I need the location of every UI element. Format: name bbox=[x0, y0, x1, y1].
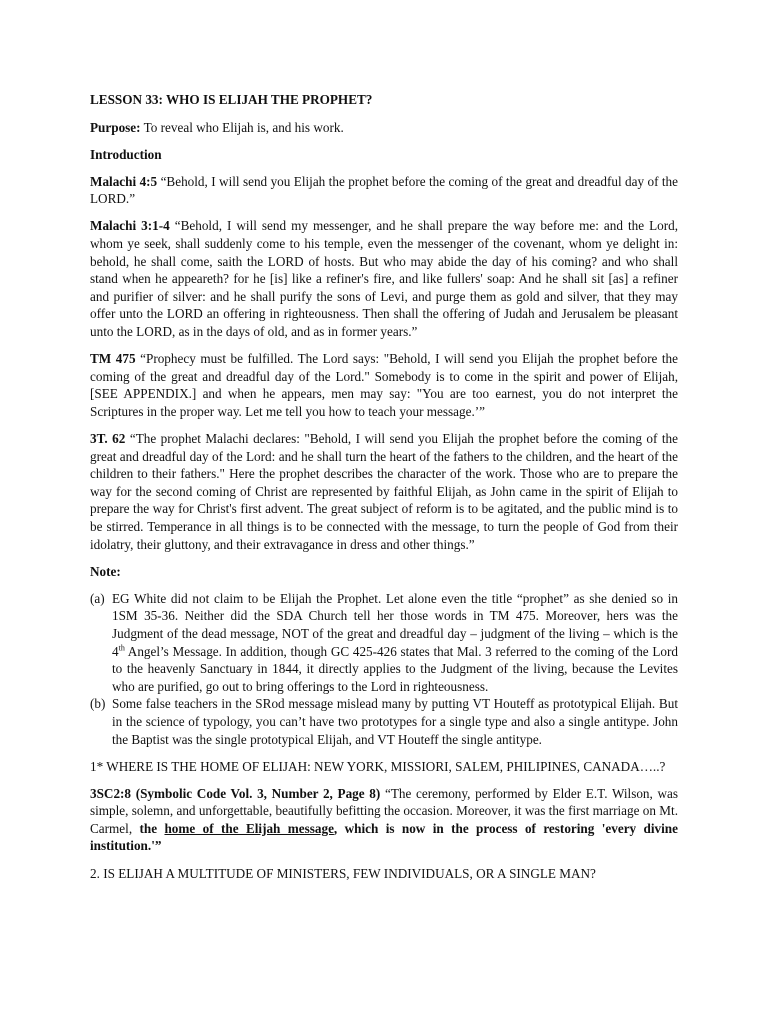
quote-text: “The ceremony, performed by Elder E.T. Wilson, was simple, solemn, and unforgettable, beautifully befitting the occasion. Moreover, it was the first marriage on Mt. Carmel, bbox=[90, 785, 679, 836]
passage-ref: 3T. 62 bbox=[90, 431, 126, 446]
passage-ref: TM 475 bbox=[90, 351, 136, 367]
note-item-b bbox=[90, 695, 678, 748]
note-label: (b) bbox=[90, 696, 106, 712]
passage-text: “Behold, I will send you Elijah the prophet before the coming of the great and dreadful day of the LORD.” bbox=[90, 173, 679, 207]
passage-malachi-4-5 bbox=[90, 173, 678, 208]
passage-text: “Behold, I will send my messenger, and he shall prepare the way before me: and the Lord, whom ye seek, shall suddenly come to his temple, even the messenger of the covenant, whom ye delight in: behold, he shall come, saith the LORD of hosts. But who may abide the day of his coming? and who shall stand when he appeareth? for he [is] like a refiner's fire, and like fullers' soap: And he shall sit [as] a refiner and purifier of silver: and he shall purify the sons of Levi, and purge them as gold and silver, that they may offer unto the LORD an offering in righteousness. Then shall the offering of Judah and Jerusalem be pleasant unto the LORD, as in the days of old, and as in former years.” bbox=[90, 218, 678, 340]
question-2: 2. IS ELIJAH A MULTITUDE OF MINISTERS, FEW INDIVIDUALS, OR A SINGLE MAN? bbox=[90, 865, 596, 881]
note-text: EG White did not claim to be Elijah the Prophet. Let alone even the title “prophet” as she denied so in 1SM 35-36. Neither did the SDA Church tell her those words in TM 475. Moreover, hers was the Judgment of the dead message, NOT of the great and dreadful day – judgment of the living – which is the 4th Angel’s Message. In addition, though GC 425-426 states that Mal. 3 referred to the coming of the Lord to the heavenly Sanctuary in 1844, it directly applies to the Judgment of the living, because the Levites who are purified, go out to bring offerings to the Lord in righteousness. bbox=[112, 590, 678, 694]
note-heading: Note: bbox=[90, 563, 121, 579]
passage-tm-475 bbox=[90, 350, 678, 420]
note-text: Some false teachers in the SRod message mislead many by putting VT Houteff as prototypical Elijah. But in the science of typology, you can’t have two prototypes for a single type and also a single antitype. John the Baptist was the single prototypical Elijah, and VT Houteff the single antitype. bbox=[112, 696, 678, 747]
note-list bbox=[90, 590, 678, 748]
highlighted-phrase: home of the Elijah message bbox=[164, 820, 334, 836]
quote-ref: 3SC2:8 (Symbolic Code Vol. 3, Number 2, Page 8) bbox=[90, 785, 381, 801]
passage-ref: Malachi 4:5 bbox=[90, 173, 158, 189]
purpose-text: To reveal who Elijah is, and his work. bbox=[140, 119, 344, 135]
purpose-paragraph bbox=[90, 119, 678, 137]
purpose-label: Purpose: bbox=[90, 119, 141, 135]
note-item-a bbox=[90, 590, 678, 696]
note-label: (a) bbox=[90, 590, 105, 606]
symbolic-code-quote: 3SC2:8 (Symbolic Code Vol. 3, Number 2, Page 8) “The ceremony, performed by Elder E.T. Wilson, was simple, solemn, and unforgettable, beautifully befitting the occasion. Moreover, it was the first marriage on Mt. Carmel, the home of the Elijah message, which is now in the process of restoring 'every divine institution.'” bbox=[90, 785, 679, 854]
ordinal-suffix: th bbox=[118, 643, 125, 653]
passage-text: “The prophet Malachi declares: "Behold, I will send you Elijah the prophet before the coming of the great and dreadful day of the Lord: and he shall turn the heart of the fathers to the children, and the heart of the children to their fathers." Here the prophet describes the character of the work. Those who are to prepare the way for the second coming of Christ are represented by faithful Elijah, as John came in the spirit of Elijah to prepare the way for Christ's first advent. The great subject of reform is to be agitated, and the public mind is to be stirred. Temperance in all things is to be connected with the message, to turn the people of God from their idolatry, their gluttony, and their extravagance in dress and other things.” bbox=[90, 431, 678, 552]
passage-text: “Prophecy must be fulfilled. The Lord says: "Behold, I will send you Elijah the prophet before the coming of the great and dreadful day of the Lord." Somebody is to come in the spirit and power of Elijah, [SEE APPENDIX.] and when he appears, men may say: "You are too earnest, you do not interpret the Scriptures in the proper way. Let me tell you how to teach your message.’” bbox=[90, 351, 678, 419]
introduction-heading: Introduction bbox=[90, 146, 162, 162]
question-1: 1* WHERE IS THE HOME OF ELIJAH: NEW YORK, MISSIORI, SALEM, PHILIPINES, CANADA…..? bbox=[90, 758, 666, 774]
passage-malachi-3-1-4 bbox=[90, 217, 678, 340]
lesson-title: LESSON 33: WHO IS ELIJAH THE PROPHET? bbox=[90, 92, 373, 107]
passage-3t-62 bbox=[90, 430, 678, 553]
passage-ref: Malachi 3:1-4 bbox=[90, 218, 170, 234]
